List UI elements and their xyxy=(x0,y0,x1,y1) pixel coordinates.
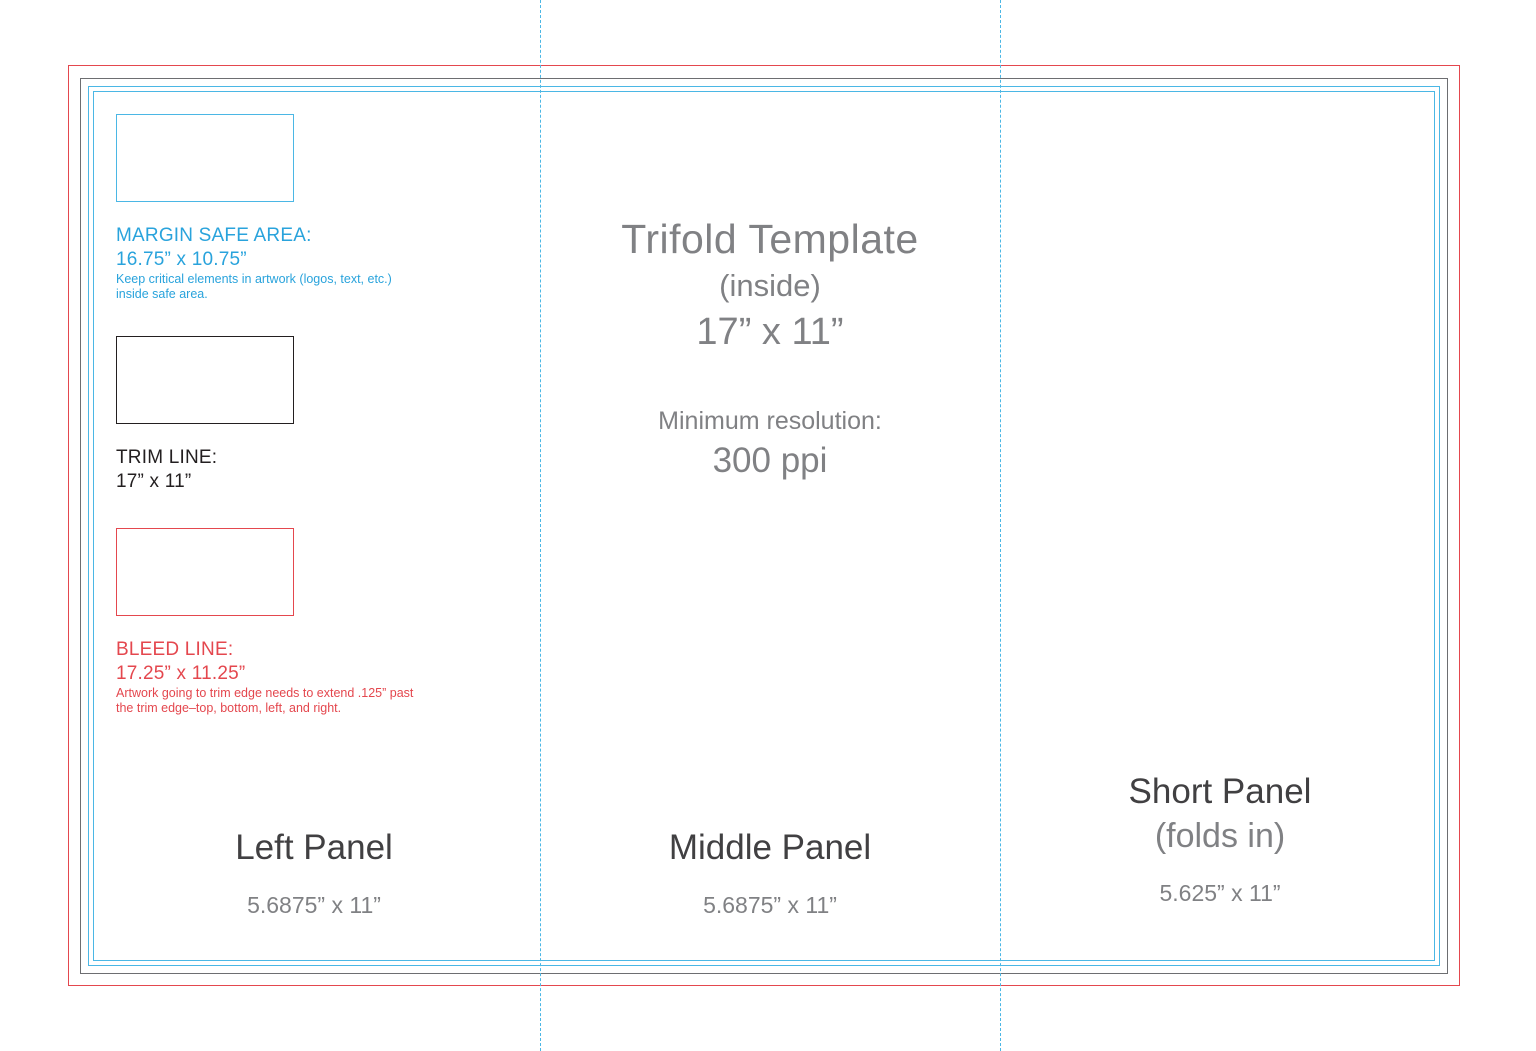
bleed-line-swatch xyxy=(116,528,294,616)
panel-short-dimensions: 5.625” x 11” xyxy=(1159,880,1281,906)
legend xyxy=(116,114,416,718)
trim-line-swatch xyxy=(116,336,294,424)
resolution-label: Minimum resolution: xyxy=(658,407,882,435)
bleed-line-note: Artwork going to trim edge needs to extend .125” past the trim edge–top, bottom, left, and right. xyxy=(116,686,414,715)
panel-short-name: Short Panel xyxy=(1128,772,1312,811)
legend-item-bleed-line xyxy=(116,528,416,716)
panel-middle-dimensions: 5.6875” x 11” xyxy=(703,892,837,918)
safe-area-swatch xyxy=(116,114,294,202)
template-size: 17” x 11” xyxy=(696,311,844,353)
legend-item-safe-area xyxy=(116,114,416,302)
bleed-line-dimensions: 17.25” x 11.25” xyxy=(116,663,246,684)
template-info-block xyxy=(540,214,1000,484)
trim-line-title: TRIM LINE: xyxy=(116,447,218,468)
panel-left-name: Left Panel xyxy=(235,828,393,867)
safe-area-title: MARGIN SAFE AREA: xyxy=(116,225,312,246)
resolution-value: 300 ppi xyxy=(712,441,828,480)
panel-left-dimensions: 5.6875” x 11” xyxy=(247,892,381,918)
bleed-line-title: BLEED LINE: xyxy=(116,639,234,660)
panel-label-short xyxy=(1000,770,1440,910)
template-subtitle: (inside) xyxy=(719,268,821,303)
safe-area-note: Keep critical elements in artwork (logos, text, etc.) inside safe area. xyxy=(116,272,392,301)
safe-area-dimensions: 16.75” x 10.75” xyxy=(116,249,247,270)
panel-label-middle xyxy=(540,826,1000,922)
panel-middle-name: Middle Panel xyxy=(668,828,872,867)
legend-item-trim-line xyxy=(116,336,416,494)
trim-line-dimensions: 17” x 11” xyxy=(116,471,192,492)
panel-short-folds: (folds in) xyxy=(1154,817,1286,855)
panel-label-left xyxy=(88,826,540,922)
template-title: Trifold Template xyxy=(621,216,919,262)
